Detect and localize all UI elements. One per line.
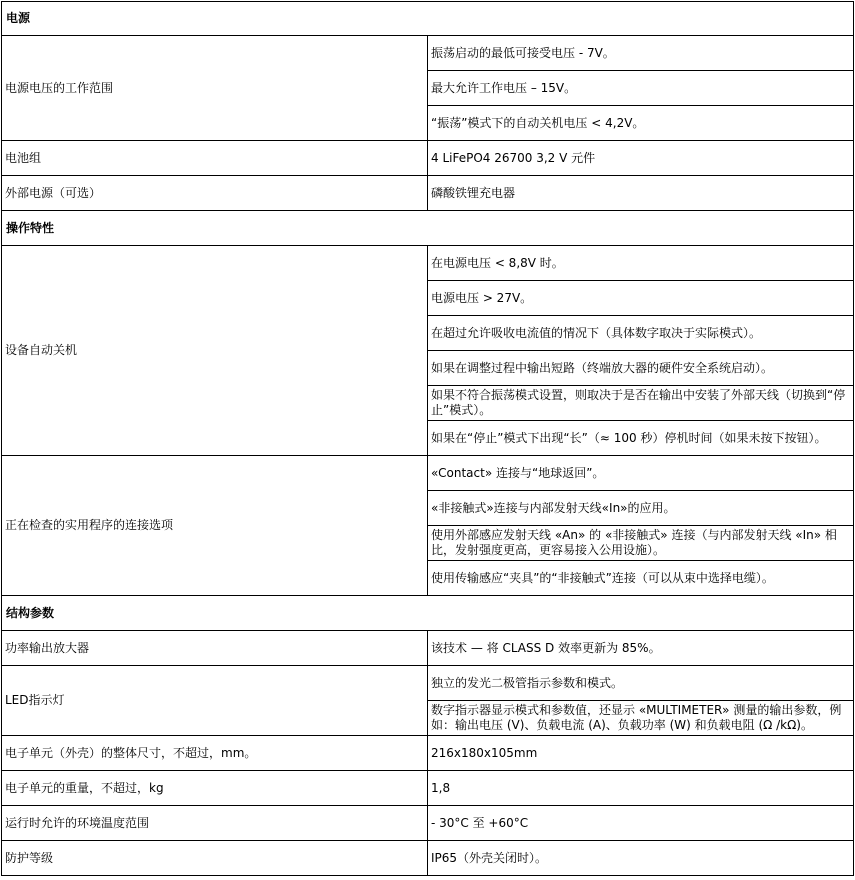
- section-row-structure: [2, 596, 854, 631]
- row-value: 使用外部感应发射天线 «An» 的 «非接触式» 连接（与内部发射天线 «In» 相比，发射强度更高，更容易接入公用设施）。: [428, 526, 854, 561]
- row-value: 在电源电压 < 8,8V 时。: [428, 246, 854, 281]
- row-label: 电源电压的工作范围: [2, 36, 428, 141]
- row-value: 216x180x105mm: [428, 736, 854, 771]
- row-label: 外部电源（可选）: [2, 176, 428, 211]
- section-row-operation: [2, 211, 854, 246]
- row-value: - 30°C 至 +60°C: [428, 806, 854, 841]
- row-value: 电源电压 > 27V。: [428, 281, 854, 316]
- row-label: 防护等级: [2, 841, 428, 876]
- table-row: [2, 246, 854, 281]
- row-label: 电子单元的重量，不超过，kg: [2, 771, 428, 806]
- table-row: [2, 771, 854, 806]
- row-label: 功率输出放大器: [2, 631, 428, 666]
- row-value: 在超过允许吸收电流值的情况下（具体数字取决于实际模式）。: [428, 316, 854, 351]
- spec-table: [1, 1, 854, 876]
- row-label: 电池组: [2, 141, 428, 176]
- row-value: 磷酸铁锂充电器: [428, 176, 854, 211]
- table-row: [2, 631, 854, 666]
- row-value: «非接触式»连接与内部发射天线«In»的应用。: [428, 491, 854, 526]
- row-value: «Contact» 连接与“地球返回”。: [428, 456, 854, 491]
- row-value: IP65（外壳关闭时）。: [428, 841, 854, 876]
- section-title: 电源: [2, 2, 854, 36]
- section-title: 结构参数: [2, 596, 854, 631]
- row-value: 如果在“停止”模式下出现“长”（≈ 100 秒）停机时间（如果未按下按钮）。: [428, 421, 854, 456]
- table-row: [2, 666, 854, 701]
- row-value: 数字指示器显示模式和参数值，还显示 «MULTIMETER» 测量的输出参数，例如：输出电压 (V)、负载电流 (A)、负载功率 (W) 和负载电阻 (Ω /kΩ)。: [428, 701, 854, 736]
- row-value: 使用传输感应“夹具”的“非接触式”连接（可以从束中选择电缆）。: [428, 561, 854, 596]
- table-row: [2, 841, 854, 876]
- spec-table-body: [2, 2, 854, 876]
- table-row: [2, 36, 854, 71]
- row-value: 该技术 — 将 CLASS D 效率更新为 85%。: [428, 631, 854, 666]
- row-value: “振荡”模式下的自动关机电压 < 4,2V。: [428, 106, 854, 141]
- row-value: 如果在调整过程中输出短路（终端放大器的硬件安全系统启动）。: [428, 351, 854, 386]
- row-value: 4 LiFePO4 26700 3,2 V 元件: [428, 141, 854, 176]
- row-label: 设备自动关机: [2, 246, 428, 456]
- row-label: LED指示灯: [2, 666, 428, 736]
- row-value: 独立的发光二极管指示参数和模式。: [428, 666, 854, 701]
- table-row: [2, 806, 854, 841]
- table-row: [2, 736, 854, 771]
- row-value: 如果不符合振荡模式设置，则取决于是否在输出中安装了外部天线（切换到“停止”模式）。: [428, 386, 854, 421]
- table-row: [2, 176, 854, 211]
- row-label: 电子单元（外壳）的整体尺寸，不超过，mm。: [2, 736, 428, 771]
- row-value: 最大允许工作电压 – 15V。: [428, 71, 854, 106]
- row-value: 1,8: [428, 771, 854, 806]
- table-row: [2, 141, 854, 176]
- table-row: [2, 456, 854, 491]
- section-title: 操作特性: [2, 211, 854, 246]
- section-row-power: [2, 2, 854, 36]
- row-label: 运行时允许的环境温度范围: [2, 806, 428, 841]
- row-value: 振荡启动的最低可接受电压 - 7V。: [428, 36, 854, 71]
- row-label: 正在检查的实用程序的连接选项: [2, 456, 428, 596]
